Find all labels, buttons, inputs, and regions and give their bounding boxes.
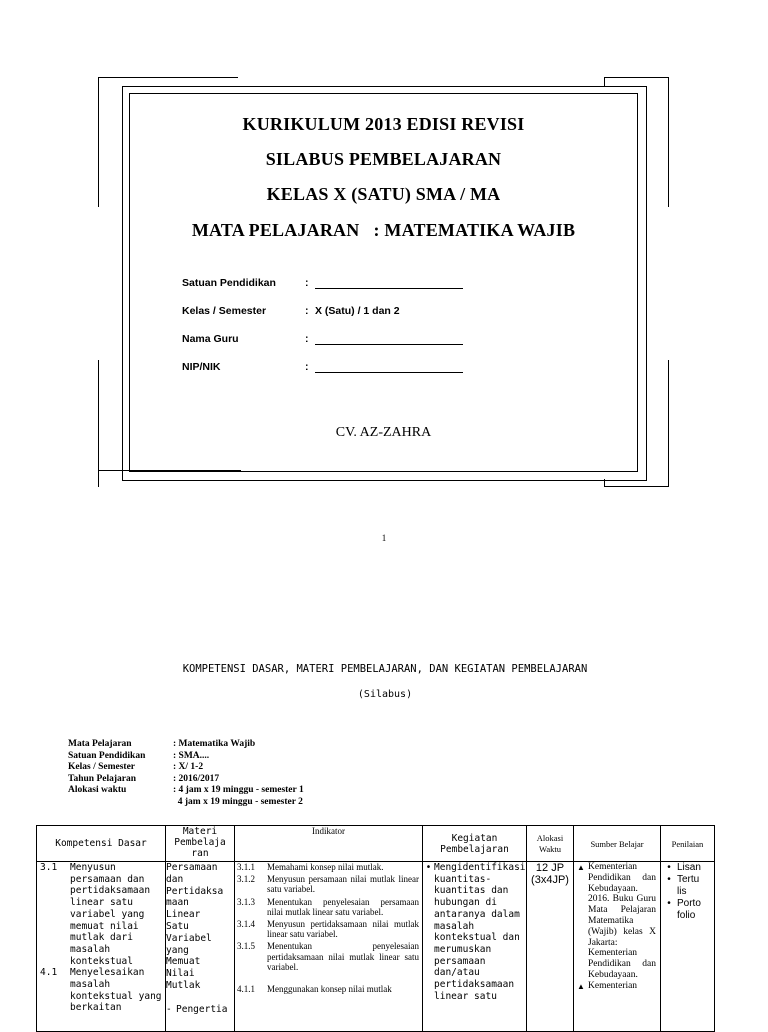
syllabus-meta [68, 739, 304, 808]
field-colon: : [305, 333, 309, 345]
kd-item [37, 967, 165, 1014]
corner-tick-top-right [604, 77, 605, 87]
penilaian-item [661, 874, 714, 898]
syllabus-subheading: (Silabus) [357, 689, 413, 700]
cell-indikator [235, 862, 423, 1032]
table-row [37, 862, 715, 1032]
kd-text: Menyusun persamaan dan pertidaksamaan linear satu variabel yang memuat nilai mutlak dari masalah kontekstual [70, 862, 151, 967]
indikator-item [235, 941, 422, 972]
corner-line-top-left [98, 77, 238, 78]
corner-tick-bottom-right [604, 479, 605, 487]
header-indikator: Indikator [235, 826, 423, 862]
penilaian-item [661, 898, 714, 922]
meta-key: Mata Pelajaran [68, 739, 132, 749]
corner-line-top-right [604, 77, 668, 78]
indikator-item [235, 897, 422, 917]
meta-row [68, 762, 304, 774]
meta-value: : X/ 1-2 [173, 762, 204, 772]
kd-text: Menyelesaikan masalah kontekstual yang berkaitan [70, 967, 162, 1014]
header-sumber: Sumber Belajar [574, 826, 661, 862]
meta-key: Alokasi waktu [68, 785, 127, 795]
corner-line-bottom-right [604, 486, 669, 487]
sumber-text: Kementerian [588, 980, 638, 991]
cover-title-curriculum: KURIKULUM 2013 EDISI REVISI [242, 114, 525, 134]
meta-key: Kelas / Semester [68, 762, 136, 772]
field-label-nip: NIP/NIK [182, 361, 221, 373]
meta-value: : Matematika Wajib [173, 739, 256, 749]
indikator-text: Menyusun persamaan nilai mutlak linear satu variabel. [267, 874, 419, 895]
meta-key: Tahun Pelajaran [68, 773, 137, 784]
bullet-icon: • [667, 898, 671, 909]
indikator-text: Menentukan penyelesaian persamaan nilai mutlak linear satu variabel. [267, 896, 419, 917]
cell-alokasi [527, 862, 574, 1032]
field-colon: : [305, 305, 309, 317]
indikator-number: 3.1.3 [237, 896, 255, 907]
field-colon: : [305, 361, 309, 373]
field-label-kelas: Kelas / Semester [182, 305, 267, 317]
table-header-row [37, 826, 715, 862]
penilaian-text: Porto folio [677, 898, 701, 921]
sumber-item [574, 981, 660, 993]
meta-value: : 4 jam x 19 minggu - semester 1 [173, 785, 304, 795]
corner-line-bottom-left [98, 470, 241, 471]
cell-sumber-belajar [574, 862, 661, 1032]
bullet-icon: • [425, 862, 432, 873]
indikator-text: Menggunakan konsep nilai mutlak [267, 984, 392, 995]
penilaian-item [661, 862, 714, 874]
indikator-item [235, 919, 422, 939]
corner-line-left-top [98, 77, 99, 207]
field-blank-nip [315, 372, 463, 373]
header-penilaian: Penilaian [661, 826, 715, 862]
alokasi-jp: 12 JP [535, 862, 565, 874]
meta-value: 4 jam x 19 minggu - semester 2 [173, 796, 303, 807]
indikator-item [235, 862, 422, 872]
field-label-satuan: Satuan Pendidikan [182, 277, 276, 289]
indikator-text: Menyusun pertidaksamaan nilai mutlak linear satu variabel. [267, 919, 419, 940]
field-label-nama-guru: Nama Guru [182, 333, 239, 345]
sumber-text: Kementerian Pendidikan dan Kebudayaan. 2016. Buku Guru Mata Pelajaran Matematika (Wajib) kelas X Jakarta: Kementerian Pendidikan dan Kebudayaan. [588, 862, 656, 980]
bullet-icon: • [667, 862, 671, 873]
meta-key [68, 797, 173, 809]
indikator-number: 3.1.5 [237, 941, 255, 952]
cover-title-class: KELAS X (SATU) SMA / MA [266, 184, 501, 204]
field-blank-satuan [315, 288, 463, 289]
indikator-number: 3.1.1 [237, 862, 255, 872]
penilaian-text: Tertu lis [677, 874, 700, 897]
page-number: 1 [381, 533, 387, 543]
materi-subitem-text: Pengertia [176, 1003, 228, 1015]
indikator-number: 3.1.4 [237, 919, 255, 930]
kegiatan-item [423, 862, 526, 1002]
header-kegiatan: Kegiatan Pembelajaran [423, 826, 527, 862]
arrow-bullet-icon: ▲ [577, 981, 585, 991]
field-blank-nama-guru [315, 344, 463, 345]
indikator-number: 4.1.1 [237, 984, 255, 995]
meta-row [68, 751, 304, 763]
indikator-number: 3.1.2 [237, 874, 255, 885]
arrow-bullet-icon: ▲ [577, 863, 585, 872]
kd-item [37, 862, 165, 967]
indikator-item [235, 984, 422, 994]
publisher-name: CV. AZ-ZAHRA [335, 425, 432, 440]
indikator-text: Menentukan penyelesaian pertidaksamaan nilai mutlak linear satu variabel. [267, 941, 419, 972]
meta-row [68, 785, 304, 797]
header-kompetensi-dasar: Kompetensi Dasar [37, 826, 166, 862]
kd-number: 3.1 [40, 862, 58, 873]
corner-line-right-bottom [668, 360, 669, 487]
sumber-item [574, 862, 660, 981]
meta-row [68, 774, 304, 786]
cell-kegiatan [423, 862, 527, 1032]
materi-text: Persamaan dan Pertidaksa maan Linear Satu Variabel yang Memuat Nilai Mutlak [166, 862, 224, 991]
alokasi-detail: (3x4JP) [531, 874, 569, 886]
bullet-icon: • [667, 874, 671, 885]
field-colon: : [305, 277, 309, 289]
cell-penilaian [661, 862, 715, 1032]
penilaian-text: Lisan [677, 862, 701, 873]
cell-kompetensi-dasar [37, 862, 166, 1032]
field-value-kelas: X (Satu) / 1 dan 2 [315, 305, 400, 317]
cell-materi [166, 862, 235, 1032]
syllabus-table [36, 825, 715, 1032]
syllabus-heading: KOMPETENSI DASAR, MATERI PEMBELAJARAN, DAN KEGIATAN PEMBELAJARAN [182, 663, 588, 675]
materi-subitem: - Pengertia [166, 1003, 228, 1015]
cover-title-subject: MATA PELAJARAN : MATEMATIKA WAJIB [191, 220, 576, 240]
header-alokasi: Alokasi Waktu [527, 826, 574, 862]
indikator-text: Memahami konsep nilai mutlak. [267, 862, 384, 872]
corner-line-right-top [668, 77, 669, 207]
corner-line-left-bottom [98, 360, 99, 487]
meta-row [68, 739, 304, 751]
kd-number: 4.1 [40, 967, 58, 979]
indikator-item [235, 874, 422, 894]
kegiatan-text: Mengidentifikasi kuantitas-kuantitas dan hubungan di antaranya dalam masalah kontekstual dan merumuskan persamaan dan/atau pertidaksamaan linear satu [434, 862, 526, 1002]
header-materi: Materi Pembelaja ran [166, 826, 235, 862]
cover-title-syllabus: SILABUS PEMBELAJARAN [265, 149, 502, 169]
meta-value: : 2016/2017 [173, 773, 220, 784]
meta-key: Satuan Pendidikan [68, 750, 146, 761]
meta-value: : SMA.... [173, 750, 210, 761]
meta-row [68, 797, 304, 809]
